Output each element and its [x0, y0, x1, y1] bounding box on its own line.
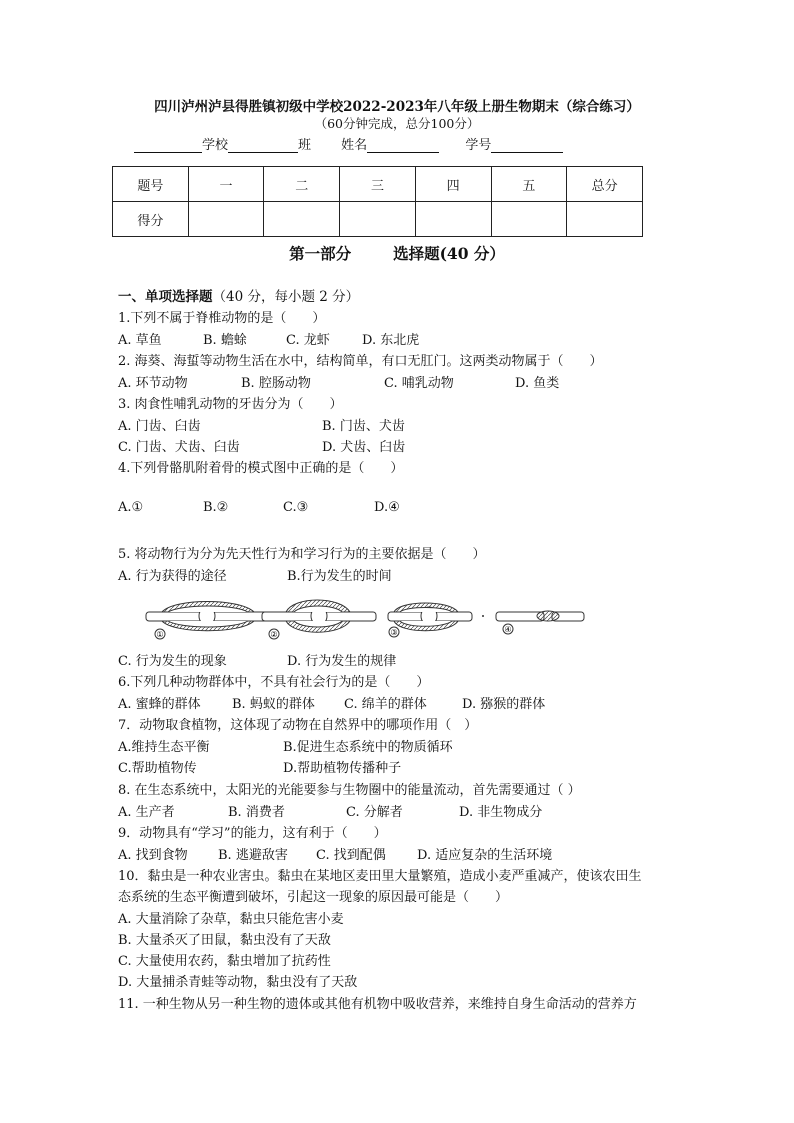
option[interactable]: D. 鱼类	[515, 376, 560, 391]
option[interactable]: A. 蜜蜂的群体	[118, 697, 201, 712]
question-stem: 1.下列不属于脊椎动物的是（ ）	[118, 311, 326, 326]
score-cell[interactable]	[188, 202, 264, 237]
option[interactable]: C. 哺乳动物	[384, 376, 454, 391]
question-stem: 6.下列几种动物群体中，不具有社会行为的是（ ）	[118, 675, 430, 690]
option[interactable]: A. 大量消除了杂草，黏虫只能危害小麦	[118, 912, 344, 927]
option[interactable]: C. 分解者	[346, 805, 403, 820]
option[interactable]: A. 行为获得的途径	[118, 569, 227, 584]
option[interactable]: B.促进生态系统中的物质循环	[283, 740, 453, 755]
score-table-header-row	[113, 167, 643, 202]
option[interactable]: B.②	[203, 500, 229, 515]
separator-dot	[482, 615, 484, 617]
option[interactable]: D.帮助植物传播种子	[283, 761, 402, 776]
score-header-cell: 二	[264, 167, 340, 202]
student-no-label: 学号	[465, 138, 492, 153]
question-stem: 11. 一种生物从另一种生物的遗体或其他有机物中吸收营养，来维持自身生命活动的营养方	[118, 997, 637, 1012]
name-blank[interactable]	[367, 138, 439, 153]
score-header-cell: 一	[188, 167, 264, 202]
score-cell[interactable]	[415, 202, 491, 237]
figure-3-diagram	[388, 603, 472, 637]
score-row-label: 得分	[113, 202, 189, 237]
option[interactable]: C. 大量使用农药，黏虫增加了抗药性	[118, 954, 331, 969]
exam-subtitle: （60分钟完成，总分100分）	[314, 116, 480, 131]
score-table-score-row	[113, 202, 643, 237]
option[interactable]: D. 猕猴的群体	[462, 697, 546, 712]
option[interactable]: D. 犬齿、臼齿	[322, 440, 406, 455]
score-cell[interactable]	[491, 202, 567, 237]
part-label: 第一部分	[289, 244, 352, 263]
option[interactable]: A.维持生态平衡	[118, 740, 210, 755]
option[interactable]: D. 适应复杂的生活环境	[417, 848, 553, 863]
question-stem: 10．黏虫是一种农业害虫。黏虫在某地区麦田里大量繁殖，造成小麦严重减产，使该农田生	[118, 869, 642, 884]
option[interactable]: C.③	[283, 500, 309, 515]
option[interactable]: B. 腔肠动物	[241, 376, 311, 391]
option[interactable]: C. 龙虾	[286, 333, 330, 348]
class-blank[interactable]	[228, 138, 298, 153]
question-stem: 7．动物取食植物，这体现了动物在自然界中的哪项作用（ ）	[118, 718, 478, 733]
figure-label-4: ④	[504, 625, 512, 634]
option[interactable]: C. 绵羊的群体	[344, 697, 427, 712]
option[interactable]: B.行为发生的时间	[287, 569, 392, 584]
student-info-line	[134, 134, 563, 153]
score-table	[112, 166, 643, 237]
score-header-cell: 三	[340, 167, 416, 202]
question-stem: 4.下列骨骼肌附着骨的模式图中正确的是（ ）	[118, 461, 404, 476]
school-blank[interactable]	[134, 138, 202, 153]
option[interactable]: D. 非生物成分	[459, 805, 543, 820]
option[interactable]: B. 蚂蚁的群体	[232, 697, 315, 712]
option[interactable]: D.④	[374, 500, 400, 515]
option[interactable]: C. 找到配偶	[316, 848, 386, 863]
option[interactable]: B. 大量杀灭了田鼠，黏虫没有了天敌	[118, 933, 331, 948]
option[interactable]: C.帮助植物传	[118, 761, 197, 776]
option[interactable]: A. 环节动物	[118, 376, 188, 391]
question-stem-continued: 态系统的生态平衡遭到破坏，引起这一现象的原因最可能是（ ）	[118, 890, 509, 905]
section-title: 一、单项选择题	[118, 289, 213, 305]
figure-1-diagram	[146, 602, 270, 640]
option[interactable]: A. 门齿、臼齿	[118, 419, 201, 434]
option[interactable]: B. 消费者	[228, 805, 285, 820]
question-stem: 9．动物具有“学习”的能力，这有利于（ ）	[118, 826, 387, 841]
score-cell[interactable]	[340, 202, 416, 237]
question-stem: 2. 海葵、海蜇等动物生活在水中，结构简单，有口无肛门。这两类动物属于（ ）	[118, 354, 603, 369]
option[interactable]: A. 找到食物	[118, 848, 188, 863]
question-stem: 5. 将动物行为分为先天性行为和学习行为的主要依据是（ ）	[118, 547, 486, 562]
score-header-cell: 题号	[113, 167, 189, 202]
exam-title: 四川泸州泸县得胜镇初级中学校2022-2023年八年级上册生物期末（综合练习）	[154, 99, 640, 115]
question-stem: 8. 在生态系统中，太阳光的光能要参与生物圈中的能量流动，首先需要通过（ ）	[118, 783, 581, 798]
school-label: 学校	[202, 138, 229, 153]
option[interactable]: A. 生产者	[118, 805, 175, 820]
option[interactable]: D. 行为发生的规律	[287, 654, 397, 669]
option[interactable]: B. 门齿、犬齿	[322, 419, 405, 434]
name-label: 姓名	[341, 138, 368, 153]
option[interactable]: C. 行为发生的现象	[118, 654, 227, 669]
option[interactable]: B. 蟾蜍	[203, 333, 247, 348]
score-header-cell: 五	[491, 167, 567, 202]
score-header-cell: 四	[415, 167, 491, 202]
option[interactable]: A. 草鱼	[118, 333, 162, 348]
score-cell[interactable]	[264, 202, 340, 237]
score-cell[interactable]	[567, 202, 643, 237]
student-no-blank[interactable]	[491, 138, 563, 153]
bone-muscle-figure	[144, 596, 594, 644]
figure-label-3: ③	[390, 628, 398, 637]
option[interactable]: D. 大量捕杀青蛙等动物，黏虫没有了天敌	[118, 975, 358, 990]
section-note: （40 分，每小题 2 分）	[212, 289, 360, 305]
class-label: 班	[298, 138, 312, 153]
figure-label-1: ①	[156, 630, 164, 639]
option[interactable]: B. 逃避敌害	[218, 848, 288, 863]
section-heading	[118, 285, 359, 305]
part-title	[0, 242, 794, 264]
score-header-cell: 总分	[567, 167, 643, 202]
figure-2-diagram	[262, 600, 376, 639]
option[interactable]: D. 东北虎	[362, 333, 420, 348]
question-stem: 3. 肉食性哺乳动物的牙齿分为（ ）	[118, 397, 343, 412]
figure-label-2: ②	[270, 630, 278, 639]
option[interactable]: C. 门齿、犬齿、臼齿	[118, 440, 240, 455]
option[interactable]: A.①	[118, 500, 144, 515]
part-name: 选择题(40 分）	[393, 244, 505, 263]
